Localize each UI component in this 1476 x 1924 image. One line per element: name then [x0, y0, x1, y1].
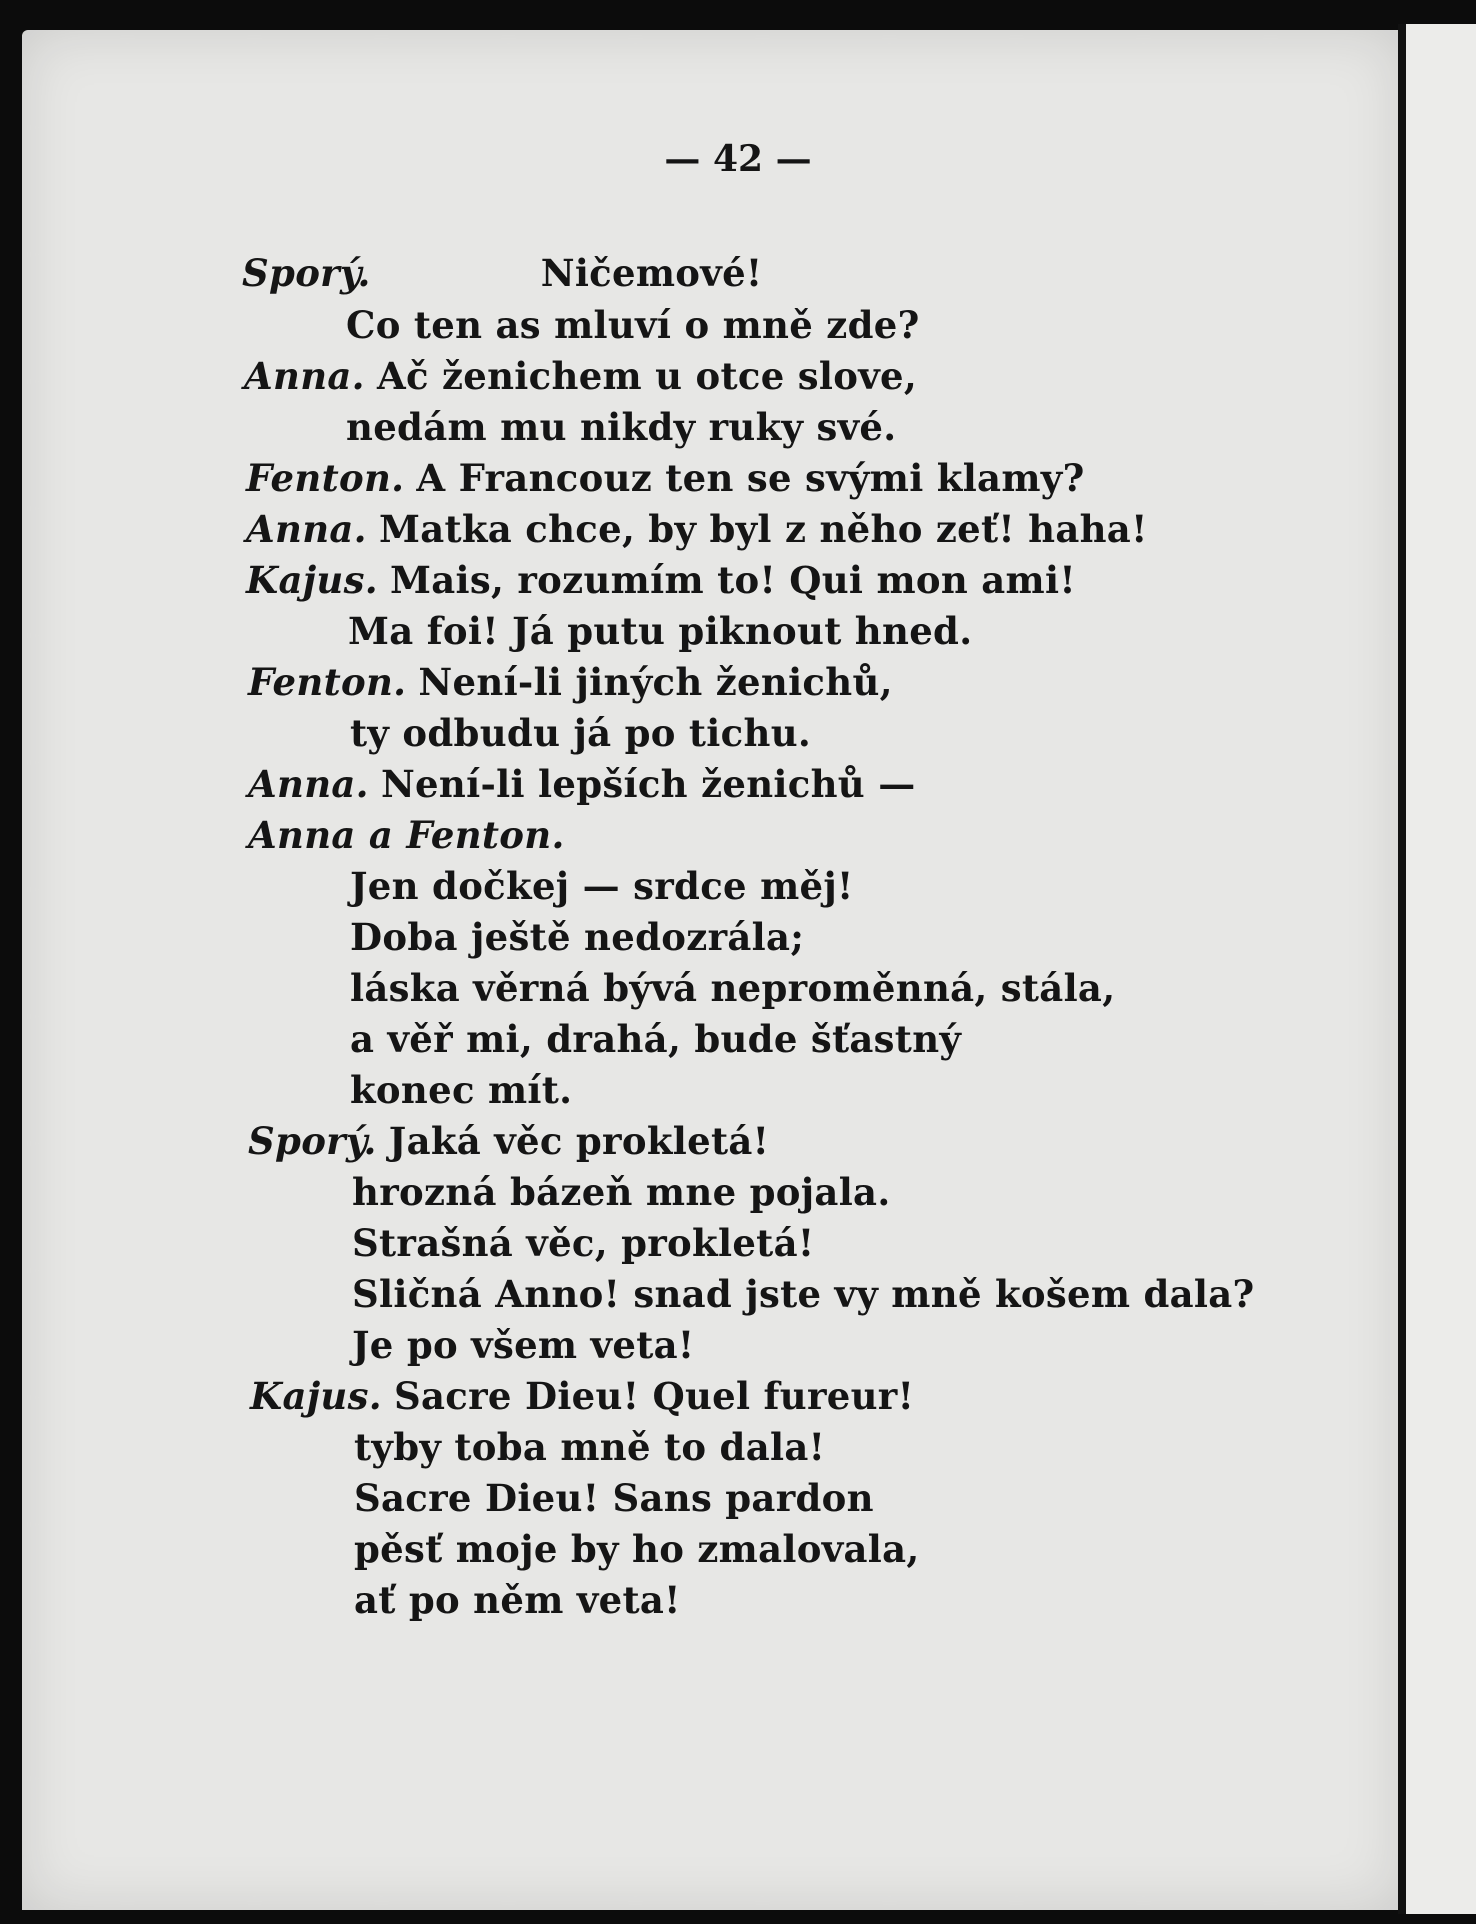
speech-text: A Francouz ten se svými klamy?: [416, 456, 1085, 500]
speaker-name: Anna.: [248, 762, 369, 806]
text-line: [346, 300, 920, 351]
speech-text: nedám mu nikdy ruky své.: [346, 405, 897, 449]
text-line: [350, 1065, 572, 1116]
speech-text: tyby toba mně to dala!: [354, 1425, 826, 1469]
book-gutter: [1398, 24, 1406, 1914]
text-line: [352, 1218, 814, 1269]
text-line: [248, 810, 565, 861]
speech-text: Ma foi! Já putu piknout hned.: [348, 609, 973, 653]
speech-text: ať po něm veta!: [354, 1578, 681, 1622]
text-line: [350, 912, 804, 963]
speech-text: Ač ženichem u otce slove,: [376, 354, 918, 398]
speaker-name: Sporý.: [242, 251, 371, 295]
speaker-name: Anna.: [246, 507, 367, 551]
text-line: [350, 861, 854, 912]
speech-text: Co ten as mluví o mně zde?: [346, 303, 920, 347]
speech-text: hrozná bázeň mne pojala.: [352, 1170, 891, 1214]
speaker-name: Sporý.: [248, 1119, 377, 1163]
text-line: [246, 504, 1148, 555]
text-line: [354, 1473, 874, 1524]
speech-text: Strašná věc, prokletá!: [352, 1221, 815, 1265]
text-line: [244, 351, 917, 402]
speaker-name: Fenton.: [246, 456, 405, 500]
page-number: — 42 —: [664, 138, 812, 180]
speaker-name: Fenton.: [248, 660, 407, 704]
speech-text: Jen dočkej — srdce měj!: [350, 864, 854, 908]
text-line: [248, 657, 893, 708]
text-line: [354, 1422, 825, 1473]
speaker-name: Kajus.: [246, 558, 378, 602]
text-line: [354, 1524, 920, 1575]
speech-text: Jaká věc prokletá!: [388, 1119, 770, 1163]
speaker-name: Kajus.: [250, 1374, 382, 1418]
text-line: [352, 1167, 891, 1218]
text-line: [350, 708, 811, 759]
speech-text: Sacre Dieu! Quel fureur!: [394, 1374, 915, 1418]
speech-text: Mais, rozumím to! Qui mon ami!: [390, 558, 1076, 602]
speech-text: Je po všem veta!: [352, 1323, 695, 1367]
text-line: [348, 606, 972, 657]
text-line: [352, 1320, 694, 1371]
speaker-name: Anna.: [244, 354, 365, 398]
speech-text: Ničemové!: [540, 251, 763, 295]
speech-text: konec mít.: [350, 1068, 573, 1112]
speech-text: Sličná Anno! snad jste vy mně košem dala?: [352, 1272, 1255, 1316]
speech-text: Sacre Dieu! Sans pardon: [354, 1476, 874, 1520]
text-line: [246, 555, 1076, 606]
speech-text: ty odbudu já po tichu.: [350, 711, 812, 755]
text-line: [346, 402, 896, 453]
speech-text: Matka chce, by byl z něho zeť! haha!: [378, 507, 1148, 551]
speech-text: a věř mi, drahá, bude šťastný: [350, 1017, 962, 1061]
text-line: [352, 1269, 1255, 1320]
text-line: [248, 759, 916, 810]
text-line: [350, 1014, 961, 1065]
text-line: [250, 1371, 914, 1422]
speech-text: Není-li lepších ženichů —: [380, 762, 916, 806]
speech-text: Doba ještě nedozrála;: [350, 915, 805, 959]
speech-text: Není-li jiných ženichů,: [418, 660, 893, 704]
text-line: [354, 1575, 681, 1626]
text-line: [248, 1116, 769, 1167]
adjacent-page-edge: [1406, 24, 1476, 1914]
speaker-name: Anna a Fenton.: [248, 813, 565, 857]
speech-text: láska věrná bývá neproměnná, stála,: [350, 966, 1116, 1010]
speech-text: pěsť moje by ho zmalovala,: [354, 1527, 920, 1571]
text-line: [350, 963, 1115, 1014]
text-line: [242, 248, 762, 299]
text-line: [246, 453, 1085, 504]
